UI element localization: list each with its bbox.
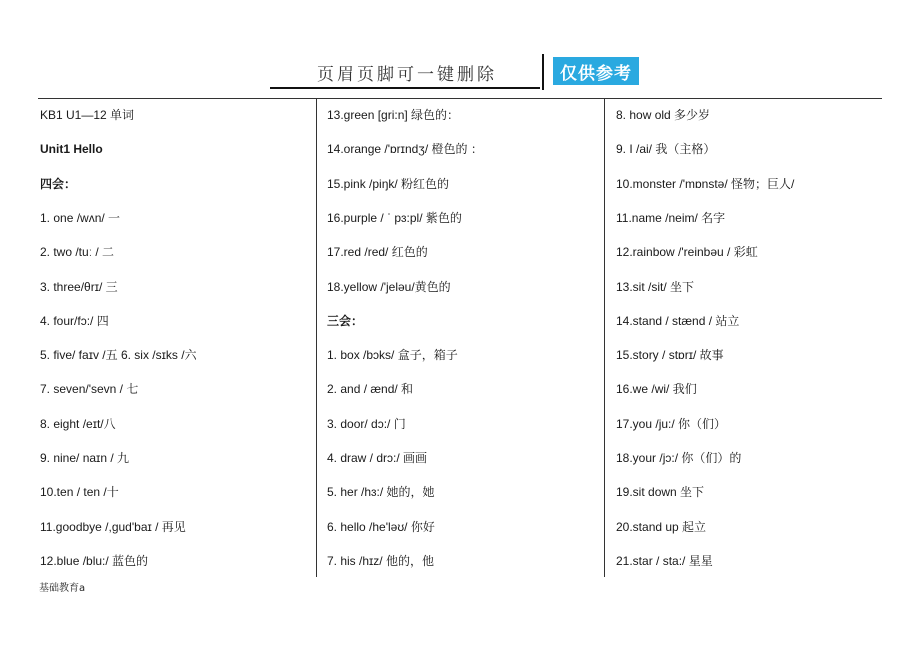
- vocab-row: 12.rainbow /'reinbəu / 彩虹: [616, 245, 758, 260]
- vocab-row: 12.blue /blu:/ 蓝色的: [40, 553, 149, 568]
- vocab-row: 2. and / ænd/ 和: [327, 382, 414, 397]
- vocab-row: 4. draw / drɔ:/ 画画: [327, 451, 428, 465]
- vocab-row: 15.story / stɒrɪ/ 故事: [616, 348, 724, 363]
- vocab-row: 13.green [gri:n] 绿色的：: [327, 108, 460, 122]
- vocab-row: 18.your /jɔ:/ 你（们）的: [616, 451, 742, 465]
- vocab-row: 9. I /ai/ 我（主格）: [616, 142, 716, 157]
- vocab-row: 11.name /neim/ 名字: [616, 210, 726, 225]
- vocab-row: 7. seven/'sevn / 七: [40, 382, 139, 397]
- vocab-row: 21.star / sta:/ 星星: [616, 553, 713, 568]
- vocab-row: 4. four/fɔ:/ 四: [40, 313, 109, 328]
- vocab-row: 7. his /hɪz/ 他的，他: [327, 553, 434, 568]
- vocab-row: 2. two /tuː / 二: [40, 245, 115, 260]
- header-divider: [542, 54, 544, 90]
- vocab-row: 11.goodbye /,gud'baɪ / 再见: [40, 519, 186, 534]
- vocab-row: 18.yellow /'jeləu/黄色的: [327, 279, 451, 294]
- vocab-row: 9. nine/ naɪn / 九: [40, 451, 129, 465]
- vocab-row: 15.pink /piŋk/ 粉红色的: [327, 176, 450, 191]
- vocab-row: 17.you /ju:/ 你（们）: [616, 416, 727, 431]
- vocab-row: 20.stand up 起立: [616, 519, 707, 534]
- header-title: 页眉页脚可一键删除: [317, 64, 497, 85]
- vocab-row: 16.purple / ˈ pɜ:pl/ 紫色的: [327, 210, 462, 225]
- vocab-row: 14.stand / stænd / 站立: [616, 313, 740, 328]
- vocab-row: 6. hello /he'ləʊ/ 你好: [327, 519, 435, 534]
- vocab-row: 三会：: [327, 313, 364, 328]
- vocab-row: 5. five/ faɪv /五 6. six /sɪks /六: [40, 348, 197, 363]
- vocab-row: 13.sit /sit/ 坐下: [616, 279, 695, 294]
- reference-badge: 仅供参考: [553, 57, 639, 85]
- vocab-row: 19.sit down 坐下: [616, 485, 705, 500]
- vocab-row: 8. how old 多少岁: [616, 108, 711, 122]
- vocab-row: 5. her /hɜ:/ 她的，她: [327, 485, 435, 500]
- vocab-row: 16.we /wi/ 我们: [616, 382, 697, 397]
- vocab-row: 3. three/θrɪ/ 三: [40, 279, 118, 294]
- vocab-row: 10.ten / ten /十: [40, 485, 119, 500]
- header-underline: [270, 87, 540, 89]
- vocab-row: 1. one /wʌn/ 一: [40, 210, 121, 225]
- vocab-row: 14.orange /'ɒrɪndʒ/ 橙色的 ：: [327, 142, 483, 157]
- vocab-row: KB1 U1—12 单词: [40, 108, 135, 122]
- table-top-border: [38, 98, 882, 99]
- vocab-row: 1. box /bɔks/ 盒子，箱子: [327, 348, 458, 363]
- footer-text: 基础教育a: [39, 583, 86, 594]
- vocab-row: 3. door/ dɔ:/ 门: [327, 416, 406, 431]
- vocab-row: Unit1 Hello: [40, 142, 103, 157]
- vocab-row: 四会：: [40, 176, 77, 191]
- column-divider-2: [604, 99, 605, 577]
- column-divider-1: [316, 99, 317, 577]
- vocab-row: 17.red /red/ 红色的: [327, 245, 428, 260]
- vocab-row: 10.monster /'mɒnstə/ 怪物；巨人/: [616, 176, 795, 191]
- vocab-row: 8. eight /eɪt/八: [40, 416, 116, 431]
